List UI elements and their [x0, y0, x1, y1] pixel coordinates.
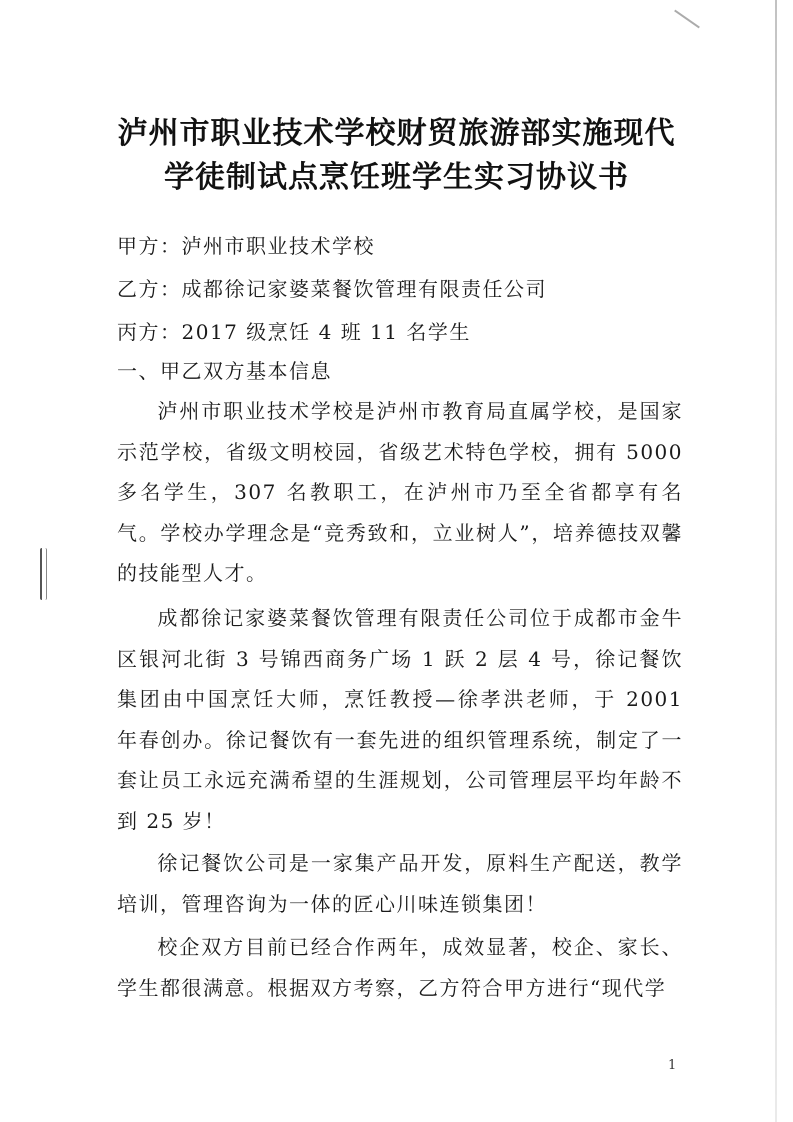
scan-corner-mark — [674, 10, 700, 29]
binding-mark — [40, 548, 47, 600]
document-title-line-1: 泸州市职业技术学校财贸旅游部实施现代 — [117, 116, 676, 151]
document-title-line-2: 学徒制试点烹饪班学生实习协议书 — [164, 160, 629, 195]
paragraph-text: 徐记餐饮公司是一家集产品开发，原料生产配送，教学培训，管理咨询为一体的匠心川味连锁集团！ — [117, 851, 683, 916]
paragraph-text: 成都徐记家婆菜餐饮管理有限责任公司位于成都市金牛区银河北街 3 号锦西商务广场 1 跃 2 层 4 号，徐记餐饮集团由中国烹饪大师，烹饪教授—徐孝洪老师，于 2001 年春创办。徐记餐饮有一套先进的组织管理系统，制定了一套让员工永远充满希望的生涯规划，公司管理层平均年龄不到 25 岁！ — [117, 606, 683, 833]
party-c: 丙方：2017 级烹饪 4 班 11 名学生 — [117, 320, 471, 344]
paragraph-cooperation — [117, 927, 683, 1008]
paragraph-text: 泸州市职业技术学校是泸州市教育局直属学校，是国家示范学校，省级文明校园，省级艺术特色学校，拥有 5000 多名学生，307 名教职工，在泸州市乃至全省都享有名气。学校办学理念是“竞秀致和，立业树人”，培养德技双馨的技能型人才。 — [117, 399, 683, 585]
party-b: 乙方：成都徐记家婆菜餐饮管理有限责任公司 — [117, 277, 547, 301]
paragraph-text: 校企双方目前已经合作两年，成效显著，校企、家长、学生都很满意。根据双方考察，乙方符合甲方进行“现代学 — [117, 935, 683, 1000]
section-heading: 一、甲乙双方基本信息 — [117, 359, 332, 383]
party-a: 甲方：泸州市职业技术学校 — [117, 234, 375, 258]
paragraph-company-profile — [117, 843, 683, 924]
page-number: 1 — [668, 1058, 677, 1073]
paragraph-school-info — [117, 391, 683, 594]
paragraph-company-info — [117, 598, 683, 841]
